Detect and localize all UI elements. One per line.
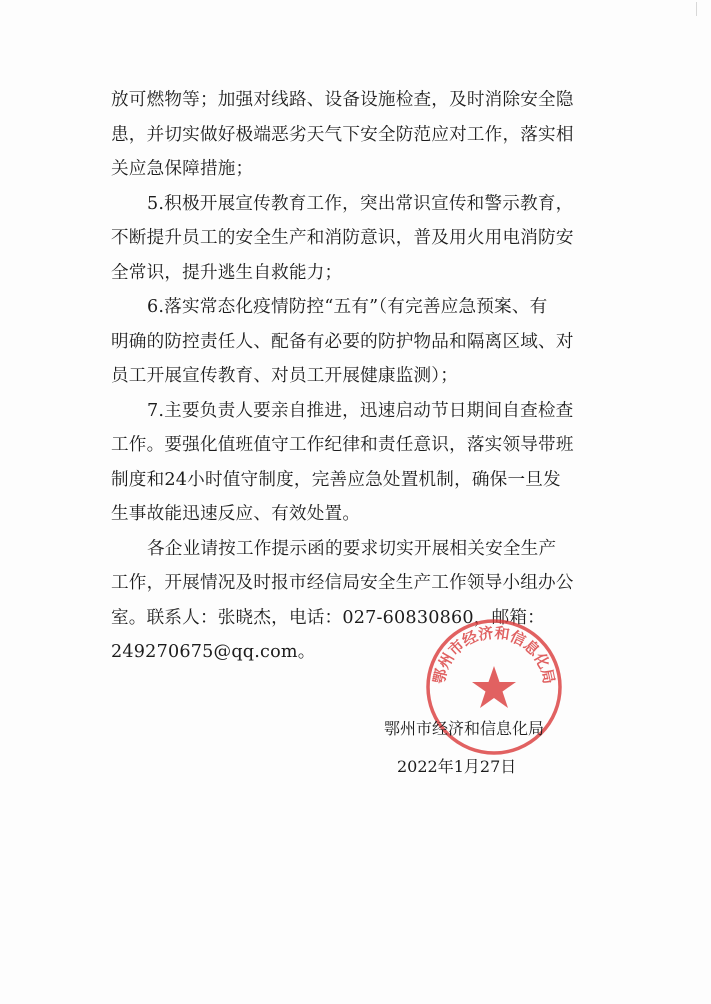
body-line: 明确的防控责任人、配备有必要的防护物品和隔离区域、对 [111,331,574,352]
body-line: 放可燃物等；加强对线路、设备设施检查，及时消除安全隐 [111,90,574,110]
body-line: 关应急保障措施； [111,159,254,179]
body-line: 制度和24小时值守制度，完善应急处置机制，确保一旦发 [111,469,561,490]
closing-paragraph-line: 各企业请按工作提示函的要求切实开展相关安全生产 [147,538,557,559]
body-line: 全常识，提升逃生自救能力； [111,262,343,283]
contact-line: 室。联系人：张晓杰，电话：027-60830860，邮箱： [111,607,545,628]
item-7-line: 7.主要负责人要亲自推进，迅速启动节日期间自查检查 [147,400,574,421]
issuing-organization: 鄂州市经济和信息化局 [384,719,545,738]
body-line: 生事故能迅速反应、有效处置。 [111,504,361,524]
document-body [111,83,611,670]
body-line: 患，并切实做好极端恶劣天气下安全防范应对工作，落实相 [111,124,574,145]
issue-date: 2022年1月27日 [397,757,517,776]
seal-star-icon [472,666,516,708]
seal-lettering: 鄂州市经济和信息化局 [429,623,559,686]
body-line: 工作。要强化值班值守工作纪律和责任意识，落实领导带班 [111,435,574,455]
item-5-line: 5.积极开展宣传教育工作，突出常识宣传和警示教育， [147,193,574,214]
page-edge-mark [696,2,707,16]
body-line: 工作，开展情况及时报市经信局安全生产工作领导小组办公 [111,573,574,593]
body-line: 不断提升员工的安全生产和消防意识，普及用火用电消防安 [111,228,574,248]
item-6-line: 6.落实常态化疫情防控“五有”（有完善应急预案、有 [147,297,548,317]
email-line: 249270675@qq.com。 [111,642,316,662]
body-line: 员工开展宣传教育、对员工开展健康监测）； [111,366,459,386]
